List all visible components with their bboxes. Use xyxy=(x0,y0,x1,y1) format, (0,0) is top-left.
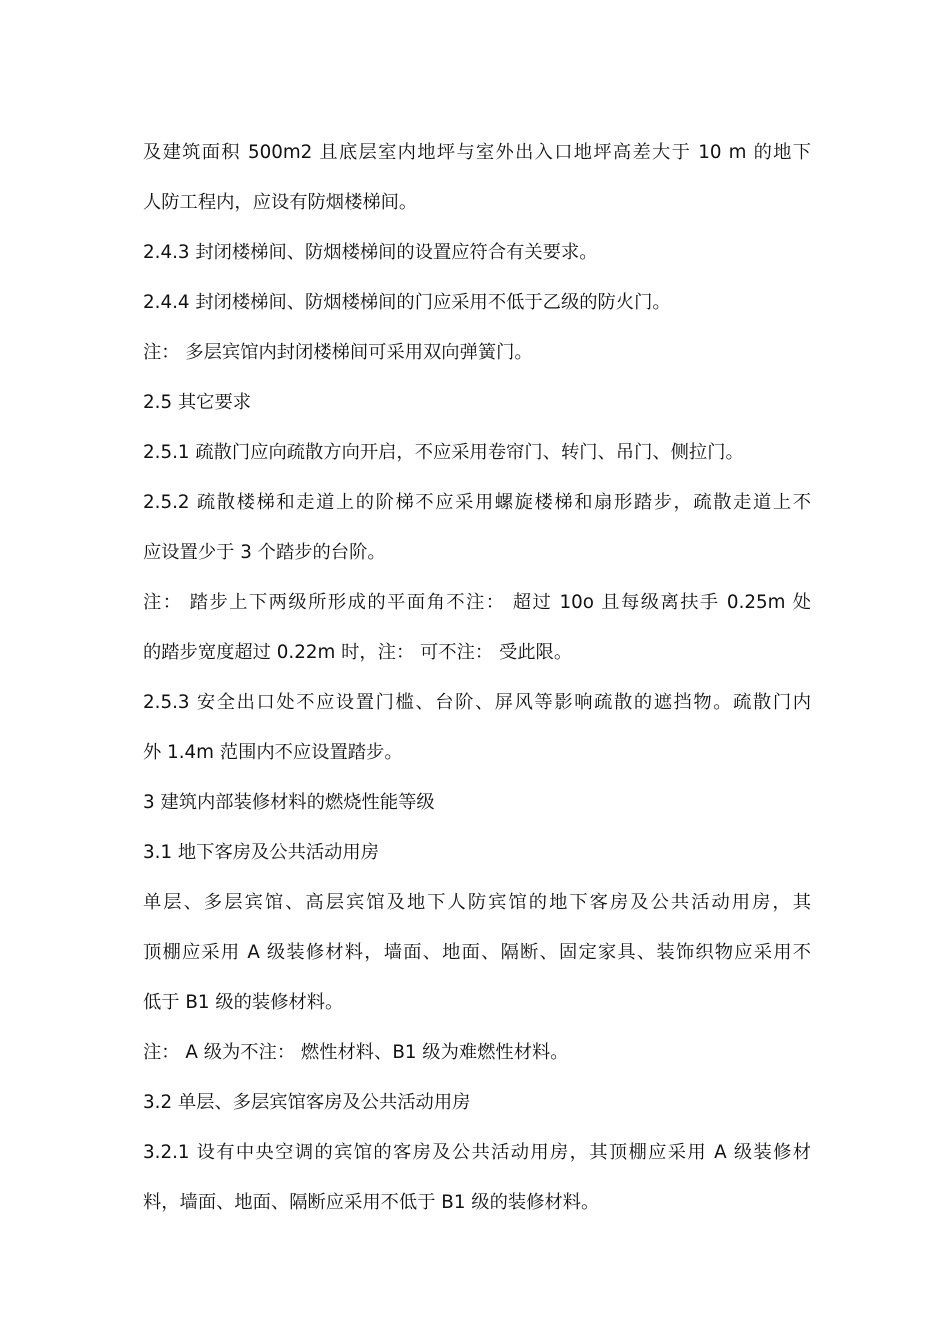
text-line: 2.5.2 疏散楼梯和走道上的阶梯不应采用螺旋楼梯和扇形踏步，疏散走道上不 xyxy=(143,492,811,513)
section-heading: 3.1 地下客房及公共活动用房 xyxy=(143,842,379,863)
text-line: 2.5.3 安全出口处不应设置门槛、台阶、屏风等影响疏散的遮挡物。疏散门内 xyxy=(143,692,811,713)
section-heading: 3.2 单层、多层宾馆客房及公共活动用房 xyxy=(143,1092,471,1113)
text-line: 的踏步宽度超过 0.22m 时，注： 可不注： 受此限。 xyxy=(143,642,573,663)
section-heading: 2.5 其它要求 xyxy=(143,392,252,413)
text-line: 顶棚应采用 A 级装修材料，墙面、地面、隔断、固定家具、装饰织物应采用不 xyxy=(143,942,811,963)
text-line: 料，墙面、地面、隔断应采用不低于 B1 级的装修材料。 xyxy=(143,1192,600,1213)
text-line: 单层、多层宾馆、高层宾馆及地下人防宾馆的地下客房及公共活动用房，其 xyxy=(143,892,811,913)
text-line: 人防工程内，应设有防烟楼梯间。 xyxy=(143,192,418,213)
text-line: 2.4.4 封闭楼梯间、防烟楼梯间的门应采用不低于乙级的防火门。 xyxy=(143,292,671,313)
text-line: 注： 多层宾馆内封闭楼梯间可采用双向弹簧门。 xyxy=(143,342,533,363)
text-line: 注： A 级为不注： 燃性材料、B1 级为难燃性材料。 xyxy=(143,1042,569,1063)
text-line: 注： 踏步上下两级所形成的平面角不注： 超过 10o 且每级离扶手 0.25m 处 xyxy=(143,592,811,613)
document-body xyxy=(143,128,811,1228)
text-line: 2.5.1 疏散门应向疏散方向开启，不应采用卷帘门、转门、吊门、侧拉门。 xyxy=(143,442,744,463)
section-heading: 3 建筑内部装修材料的燃烧性能等级 xyxy=(143,792,435,813)
text-line: 及建筑面积 500m2 且底层室内地坪与室外出入口地坪高差大于 10 m 的地下 xyxy=(143,142,811,163)
text-line: 应设置少于 3 个踏步的台阶。 xyxy=(143,542,386,563)
text-line: 低于 B1 级的装修材料。 xyxy=(143,992,344,1013)
text-line: 3.2.1 设有中央空调的宾馆的客房及公共活动用房，其顶棚应采用 A 级装修材 xyxy=(143,1142,811,1163)
text-line: 外 1.4m 范围内不应设置踏步。 xyxy=(143,742,403,763)
text-line: 2.4.3 封闭楼梯间、防烟楼梯间的设置应符合有关要求。 xyxy=(143,242,598,263)
